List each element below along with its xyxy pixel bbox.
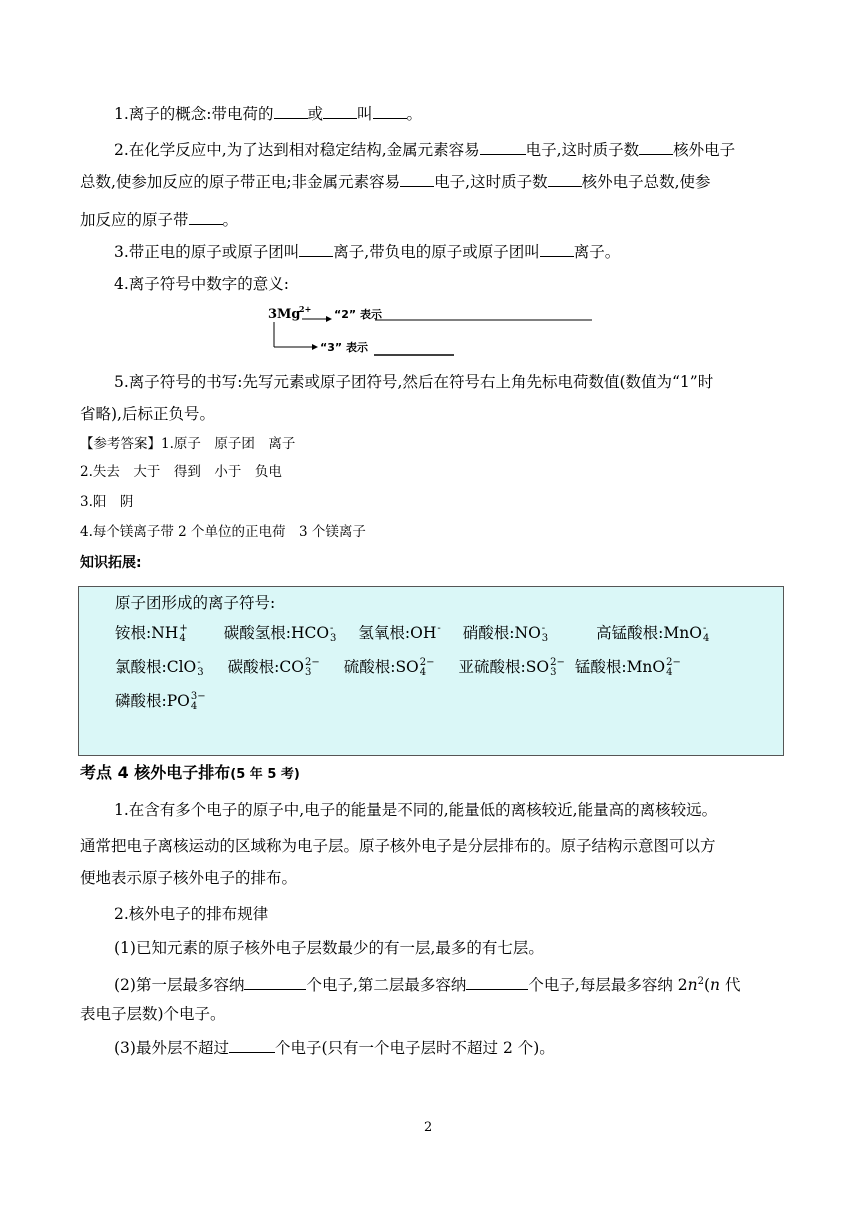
ion-charge-stack	[542, 624, 548, 644]
blank[interactable]	[373, 100, 407, 119]
question-1	[80, 98, 780, 130]
ion-formula: SO	[395, 658, 419, 676]
ion-formula: HCO	[290, 624, 330, 642]
ion-formula: NH	[151, 624, 179, 642]
question-2-line2	[80, 166, 790, 198]
answer-1	[80, 434, 295, 454]
ion-subscript: 3	[550, 667, 557, 678]
ion-name: 磷酸根:	[115, 692, 167, 710]
q2-text: 核外电子总数,使参	[581, 173, 711, 191]
ion-item	[115, 624, 188, 642]
ion-charge-stack	[666, 658, 681, 678]
ion-item	[228, 658, 320, 676]
section-4-title	[80, 760, 300, 783]
q2-text: 核外电子	[673, 141, 736, 159]
ion-subscript	[437, 634, 440, 644]
q1-text: 叫	[357, 105, 373, 123]
ion-name: 亚硫酸根:	[458, 658, 526, 676]
q1-text: 或	[307, 105, 324, 123]
ion-name: 碳酸氢根:	[223, 624, 291, 642]
s4-n: n	[687, 976, 698, 995]
arrow-head-2	[326, 316, 332, 322]
ion-name: 氢氧根:	[358, 624, 411, 642]
ion-name: 氯酸根:	[115, 658, 167, 676]
s4-p1-line2: 通常把电子离核运动的区域称为电子层。原子核外电子是分层排布的。原子结构示意图可以方	[80, 837, 716, 855]
s4-p3: (1)已知元素的原子核外电子层数最少的有一层,最多的有七层。	[114, 939, 544, 957]
q2-text: 加反应的原子带	[80, 211, 189, 229]
question-3	[80, 236, 780, 268]
ion-formula: SO	[525, 658, 550, 676]
answer-label: 【参考答案】	[80, 436, 161, 452]
ion-subscript: 3	[304, 667, 312, 678]
blank[interactable]	[229, 1034, 275, 1053]
extension-box	[78, 586, 784, 756]
ion-subscript: 4	[419, 667, 427, 678]
q1-text: 1.离子的概念:带电荷的	[114, 105, 274, 123]
ion-charge: -	[437, 623, 441, 634]
ion-name: 铵根:	[115, 624, 152, 642]
ion-subscript: 4	[666, 667, 673, 678]
ion-name: 碳酸根:	[227, 658, 280, 676]
ion-item	[459, 658, 565, 676]
s4-p4-line2: 表电子层数)个电子。	[80, 1005, 226, 1023]
ion-charge-stack	[179, 624, 187, 644]
ion-charge-stack	[330, 624, 336, 644]
ion-charge: 2−	[419, 657, 435, 668]
ion-item	[115, 692, 206, 710]
blank[interactable]	[480, 136, 526, 155]
s4-p1-line1: 1.在含有多个电子的原子中,电子的能量是不同的,能量低的离核较近,能量高的离核较远。	[114, 801, 718, 819]
s4-text: (	[703, 976, 711, 995]
s4-text: (2)第一层最多容纳	[114, 976, 245, 995]
s4-p1-line3: 便地表示原子核外电子的排布。	[80, 869, 298, 887]
ion-formula: NO	[514, 624, 541, 642]
ion-row-1	[115, 621, 709, 644]
q2-text: 电子,这时质子数	[525, 141, 640, 159]
ion-charge-stack	[197, 658, 203, 678]
blank[interactable]	[548, 168, 582, 187]
question-2-line3	[80, 204, 780, 236]
ion-item	[358, 624, 440, 642]
ion-formula: CO	[279, 658, 304, 676]
q2-text: 2.在化学反应中,为了达到相对稳定结构,金属元素容易	[114, 141, 480, 159]
q3-text: 离子。	[573, 243, 621, 261]
ion-charge-stack	[550, 658, 565, 678]
ion-item	[224, 624, 337, 642]
extension-title: 知识拓展:	[80, 555, 142, 571]
extension-intro: 原子团形成的离子符号:	[115, 594, 276, 612]
s4-p2: 2.核外电子的排布规律	[114, 905, 269, 923]
ion-symbol-diagram	[262, 302, 602, 358]
arrow-head-3	[312, 344, 318, 350]
ion-item	[575, 658, 681, 676]
answer-2: 2.失去 大于 得到 小于 负电	[80, 464, 282, 480]
ion-formula: OH	[410, 624, 437, 642]
ion-formula: MnO	[663, 624, 702, 642]
s4-square: 2	[697, 976, 704, 987]
q3-text: 离子,带负电的原子或原子团叫	[333, 243, 540, 261]
answer-3: 3.阳 阴	[80, 494, 134, 510]
ion-subscript: 3	[541, 633, 549, 644]
ion-formula: MnO	[626, 658, 666, 676]
ion-charge-stack	[305, 658, 320, 678]
ion-row-2	[115, 655, 681, 678]
s4-p4	[80, 966, 790, 1001]
ion-charge: -	[702, 623, 707, 634]
diagram-svg	[262, 302, 602, 358]
ion-charge-stack	[191, 692, 206, 712]
section-title-note: (5 年 5 考)	[230, 767, 300, 782]
diagram-label-2: “2” 表示	[334, 308, 382, 321]
ion-subscript: 4	[179, 633, 186, 644]
ion-name: 硝酸根:	[462, 624, 515, 642]
blank[interactable]	[540, 238, 574, 257]
s4-text: (3)最外层不超过	[114, 1039, 229, 1057]
ion-subscript: 4	[702, 633, 710, 644]
ion-charge: -	[330, 623, 334, 634]
q3-text: 3.带正电的原子或原子团叫	[114, 243, 300, 261]
ion-name: 硫酸根:	[343, 658, 396, 676]
question-5: 5.离子符号的书写:先写元素或原子团符号,然后在符号右上角先标电荷数值(数值为“1”时	[114, 373, 714, 391]
question-2	[80, 134, 790, 166]
diagram-charge: 2+	[299, 304, 312, 314]
s4-text: 代	[720, 976, 741, 995]
question-5-line2: 省略),后标正负号。	[80, 405, 215, 423]
ion-charge: +	[179, 623, 188, 634]
ion-item	[115, 658, 204, 676]
q2-text: 总数,使参加反应的原子带正电;非金属元素容易	[80, 173, 401, 191]
section-title-text: 考点 4 核外电子排布	[80, 763, 231, 782]
q1-text: 。	[406, 105, 423, 123]
ion-item	[344, 658, 435, 676]
ion-charge-stack	[703, 624, 709, 644]
s4-text: 个电子,每层最多容纳 2	[528, 976, 688, 995]
ion-charge-stack	[420, 658, 435, 678]
ion-item	[463, 624, 548, 642]
blank[interactable]	[244, 971, 306, 990]
s4-p5	[80, 1032, 780, 1064]
ion-name: 高锰酸根:	[596, 624, 664, 642]
blank[interactable]	[299, 238, 333, 257]
blank[interactable]	[274, 100, 308, 119]
ion-charge: -	[197, 657, 201, 668]
blank[interactable]	[400, 168, 434, 187]
s4-text: 个电子(只有一个电子层时不超过 2 个)。	[274, 1039, 555, 1057]
question-4: 4.离子符号中数字的意义:	[114, 275, 290, 293]
blank[interactable]	[323, 100, 357, 119]
ion-charge: -	[541, 623, 546, 634]
page-number: 2	[424, 1120, 433, 1135]
s4-text: 个电子,第二层最多容纳	[306, 976, 467, 995]
q2-text: 。	[222, 211, 239, 229]
blank[interactable]	[639, 136, 673, 155]
ion-subscript: 4	[190, 701, 198, 712]
ion-formula: PO	[166, 692, 190, 710]
ion-subscript: 3	[330, 633, 337, 644]
diagram-label-3: “3” 表示	[320, 341, 368, 354]
s4-n: n	[710, 976, 721, 995]
answer-text: 1.原子 原子团 离子	[161, 436, 296, 452]
ion-charge: 2−	[550, 657, 565, 668]
blank[interactable]	[466, 971, 528, 990]
blank[interactable]	[189, 206, 223, 225]
ion-subscript: 3	[197, 667, 204, 678]
ion-charge-stack	[437, 624, 440, 644]
ion-charge: 2−	[304, 657, 320, 668]
ion-item	[596, 624, 709, 642]
ion-name: 锰酸根:	[574, 658, 627, 676]
ion-charge: 2−	[666, 657, 681, 668]
q2-text: 电子,这时质子数	[434, 173, 548, 191]
ion-formula: ClO	[166, 658, 197, 676]
diagram-symbol: 3Mg	[268, 307, 301, 322]
ion-charge: 3−	[190, 691, 206, 702]
answer-4: 4.每个镁离子带 2 个单位的正电荷 3 个镁离子	[80, 524, 366, 540]
ion-row-3	[115, 689, 206, 712]
